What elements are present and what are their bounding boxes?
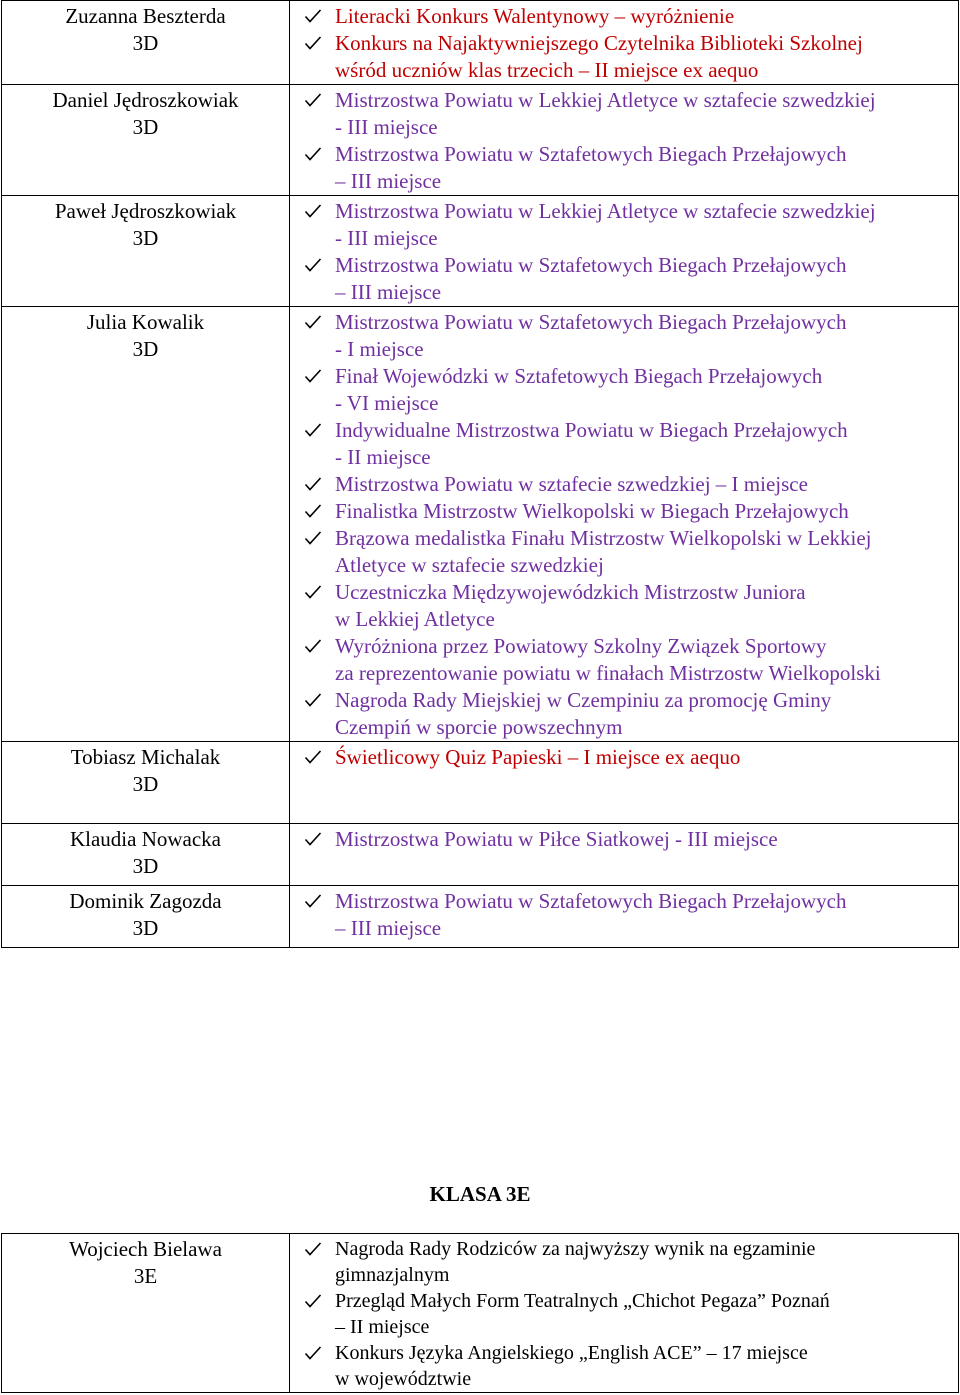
achievements-cell bbox=[290, 196, 959, 307]
list-item bbox=[304, 1340, 950, 1392]
list-item bbox=[304, 141, 950, 195]
check-icon bbox=[304, 893, 322, 909]
achievement-list bbox=[290, 826, 958, 853]
student-name: Wojciech Bielawa bbox=[69, 1237, 222, 1261]
list-item bbox=[304, 1288, 950, 1340]
check-icon bbox=[304, 749, 322, 765]
achievement-text: Mistrzostwa Powiatu w sztafecie szwedzkiej – I miejsce bbox=[335, 472, 808, 496]
achievement-text: Nagroda Rady Miejskiej w Czempiniu za promocję Gminy Czempiń w sporcie powszechnym bbox=[335, 688, 832, 739]
list-item bbox=[304, 198, 950, 252]
achievement-text: Nagroda Rady Rodziców za najwyższy wynik na egzaminie gimnazjalnym bbox=[335, 1238, 816, 1286]
list-item bbox=[304, 87, 950, 141]
achievement-text: Uczestniczka Międzywojewódzkich Mistrzostw Juniora w Lekkiej Atletyce bbox=[335, 580, 806, 631]
check-icon bbox=[304, 314, 322, 330]
list-item bbox=[304, 888, 950, 942]
check-icon bbox=[304, 146, 322, 162]
student-name-cell bbox=[2, 824, 290, 886]
check-icon bbox=[304, 476, 322, 492]
achievement-list bbox=[290, 309, 958, 741]
list-item bbox=[304, 3, 950, 30]
table-row bbox=[2, 742, 959, 824]
check-icon bbox=[304, 1241, 322, 1257]
list-item bbox=[304, 363, 950, 417]
check-icon bbox=[304, 368, 322, 384]
check-icon bbox=[304, 8, 322, 24]
achievement-text: Mistrzostwa Powiatu w Lekkiej Atletyce w sztafecie szwedzkiej - III miejsce bbox=[335, 199, 876, 250]
achievement-text: Mistrzostwa Powiatu w Lekkiej Atletyce w sztafecie szwedzkiej - III miejsce bbox=[335, 88, 876, 139]
achievements-cell bbox=[290, 1234, 959, 1393]
achievement-list bbox=[290, 198, 958, 306]
achievement-text: Finalistka Mistrzostw Wielkopolski w Biegach Przełajowych bbox=[335, 499, 849, 523]
achievement-list bbox=[290, 1236, 958, 1392]
list-item bbox=[304, 252, 950, 306]
table-row bbox=[2, 886, 959, 948]
achievements-cell bbox=[290, 1, 959, 85]
achievement-text: Literacki Konkurs Walentynowy – wyróżnienie bbox=[335, 4, 735, 28]
check-icon bbox=[304, 692, 322, 708]
achievement-list bbox=[290, 888, 958, 942]
student-class: 3D bbox=[132, 854, 159, 878]
achievement-text: Mistrzostwa Powiatu w Piłce Siatkowej - III miejsce bbox=[335, 827, 778, 851]
list-item bbox=[304, 633, 950, 687]
table-row bbox=[2, 307, 959, 742]
list-item bbox=[304, 498, 950, 525]
student-name-cell bbox=[2, 196, 290, 307]
achievements-cell bbox=[290, 886, 959, 948]
list-item bbox=[304, 579, 950, 633]
student-name-cell bbox=[2, 307, 290, 742]
achievement-text: Mistrzostwa Powiatu w Sztafetowych Biegach Przełajowych – III miejsce bbox=[335, 253, 847, 304]
achievement-text: Brązowa medalistka Finału Mistrzostw Wielkopolski w Lekkiej Atletyce w sztafecie szwedzkiej bbox=[335, 526, 872, 577]
check-icon bbox=[304, 203, 322, 219]
student-name: Julia Kowalik bbox=[86, 310, 205, 334]
check-icon bbox=[304, 1293, 322, 1309]
awards-table-3d bbox=[1, 0, 959, 948]
list-item bbox=[304, 30, 950, 84]
check-icon bbox=[304, 257, 322, 273]
achievement-text: Mistrzostwa Powiatu w Sztafetowych Biegach Przełajowych - I miejsce bbox=[335, 310, 847, 361]
check-icon bbox=[304, 503, 322, 519]
list-item bbox=[304, 471, 950, 498]
student-name: Dominik Zagozda bbox=[69, 889, 222, 913]
student-name: Daniel Jędroszkowiak bbox=[52, 88, 239, 112]
achievement-list bbox=[290, 87, 958, 195]
student-class: 3D bbox=[132, 916, 159, 940]
achievements-cell bbox=[290, 85, 959, 196]
list-item bbox=[304, 826, 950, 853]
achievement-text: Indywidualne Mistrzostwa Powiatu w Biegach Przełajowych - II miejsce bbox=[335, 418, 848, 469]
awards-table-3e bbox=[1, 1233, 959, 1393]
achievement-text: Konkurs Języka Angielskiego „English ACE” – 17 miejsce w województwie bbox=[335, 1342, 808, 1390]
achievement-text: Świetlicowy Quiz Papieski – I miejsce ex aequo bbox=[335, 745, 741, 769]
table-row bbox=[2, 824, 959, 886]
achievement-text: Konkurs na Najaktywniejszego Czytelnika Biblioteki Szkolnej wśród uczniów klas trzecich – II miejsce ex aequo bbox=[335, 31, 863, 82]
check-icon bbox=[304, 1345, 322, 1361]
check-icon bbox=[304, 422, 322, 438]
list-item bbox=[304, 687, 950, 741]
list-item bbox=[304, 417, 950, 471]
list-item bbox=[304, 744, 950, 771]
student-name-cell bbox=[2, 742, 290, 824]
table-row bbox=[2, 1, 959, 85]
table-row bbox=[2, 196, 959, 307]
student-name-cell bbox=[2, 1234, 290, 1393]
list-item bbox=[304, 1236, 950, 1288]
check-icon bbox=[304, 35, 322, 51]
student-class: 3D bbox=[132, 772, 159, 796]
student-class: 3D bbox=[132, 337, 159, 361]
list-item bbox=[304, 525, 950, 579]
student-class: 3D bbox=[132, 115, 159, 139]
check-icon bbox=[304, 584, 322, 600]
student-name: Zuzanna Beszterda bbox=[65, 4, 226, 28]
achievement-list bbox=[290, 3, 958, 84]
student-name-cell bbox=[2, 886, 290, 948]
student-class: 3E bbox=[133, 1264, 158, 1288]
student-name: Tobiasz Michalak bbox=[70, 745, 221, 769]
student-name: Klaudia Nowacka bbox=[69, 827, 222, 851]
check-icon bbox=[304, 638, 322, 654]
achievement-text: Wyróżniona przez Powiatowy Szkolny Związek Sportowy za reprezentowanie powiatu w finałach Mistrzostw Wielkopolski bbox=[335, 634, 881, 685]
achievement-text: Przegląd Małych Form Teatralnych „Chichot Pegaza” Poznań – II miejsce bbox=[335, 1290, 830, 1338]
check-icon bbox=[304, 530, 322, 546]
student-name-cell bbox=[2, 1, 290, 85]
student-name-cell bbox=[2, 85, 290, 196]
achievement-text: Mistrzostwa Powiatu w Sztafetowych Biegach Przełajowych – III miejsce bbox=[335, 142, 847, 193]
student-name: Paweł Jędroszkowiak bbox=[54, 199, 237, 223]
achievement-list bbox=[290, 744, 958, 771]
table-row bbox=[2, 85, 959, 196]
achievements-cell bbox=[290, 307, 959, 742]
check-icon bbox=[304, 831, 322, 847]
class-heading-3e: KLASA 3E bbox=[429, 1182, 531, 1206]
table-row bbox=[2, 1234, 959, 1393]
check-icon bbox=[304, 92, 322, 108]
achievements-cell bbox=[290, 824, 959, 886]
student-class: 3D bbox=[132, 226, 159, 250]
achievements-cell bbox=[290, 742, 959, 824]
achievement-text: Finał Wojewódzki w Sztafetowych Biegach Przełajowych - VI miejsce bbox=[335, 364, 823, 415]
list-item bbox=[304, 309, 950, 363]
student-class: 3D bbox=[132, 31, 159, 55]
achievement-text: Mistrzostwa Powiatu w Sztafetowych Biegach Przełajowych – III miejsce bbox=[335, 889, 847, 940]
